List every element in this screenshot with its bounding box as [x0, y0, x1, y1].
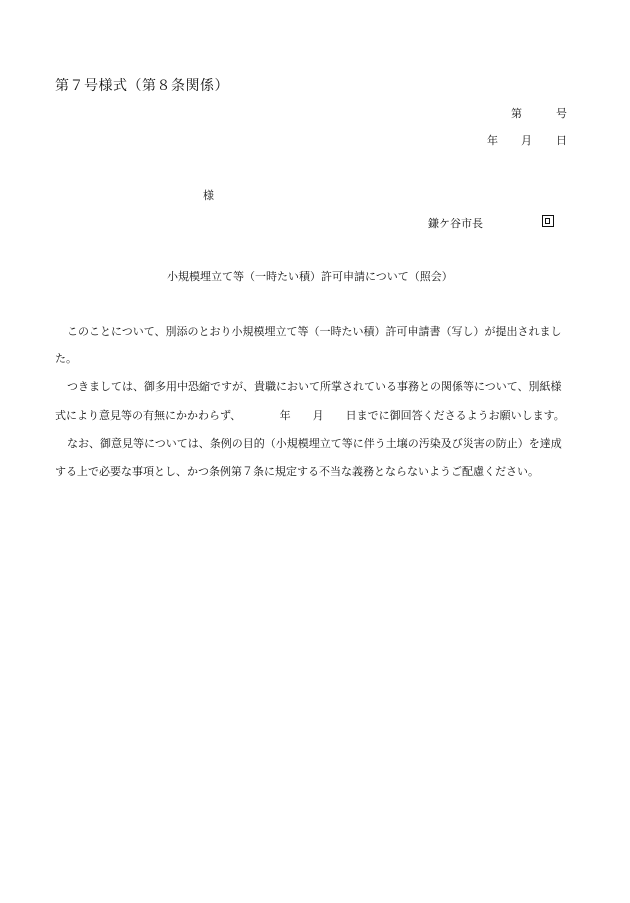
issuer-name: 鎌ケ谷市長: [428, 217, 483, 230]
body-line-1: このことについて、別添のとおり小規模埋立て等（一時たい積）許可申請書（写し）が提出されまし: [67, 325, 562, 338]
date-day-unit: 日: [556, 134, 567, 147]
seal-mark-icon: [542, 215, 554, 227]
date-year-unit: 年: [487, 134, 498, 147]
document-title: 小規模埋立て等（一時たい積）許可申請について（照会）: [167, 270, 453, 283]
body-line-4: 式により意見等の有無にかかわらず、 年 月 日までに御回答くださるようお願いします。: [55, 409, 565, 422]
date-month-unit: 月: [521, 134, 532, 147]
body-line-5: なお、御意見等については、条例の目的（小規模埋立て等に伴う土壌の汚染及び災害の防止）を達成: [67, 437, 562, 450]
body-line-3: つきましては、御多用中恐縮ですが、貴職において所掌されている事務との関係等について、別紙様: [67, 380, 562, 393]
document-number-suffix: 号: [556, 107, 567, 120]
body-line-6: する上で必要な事項とし、かつ条例第７条に規定する不当な義務とならないようご配慮ください。: [55, 465, 539, 478]
form-number: 第７号様式（第８条関係）: [55, 78, 229, 94]
addressee-honorific: 様: [203, 189, 214, 202]
seal-mark-inner: [545, 218, 550, 224]
body-line-2: た。: [55, 352, 77, 365]
document-number-prefix: 第: [511, 107, 522, 120]
